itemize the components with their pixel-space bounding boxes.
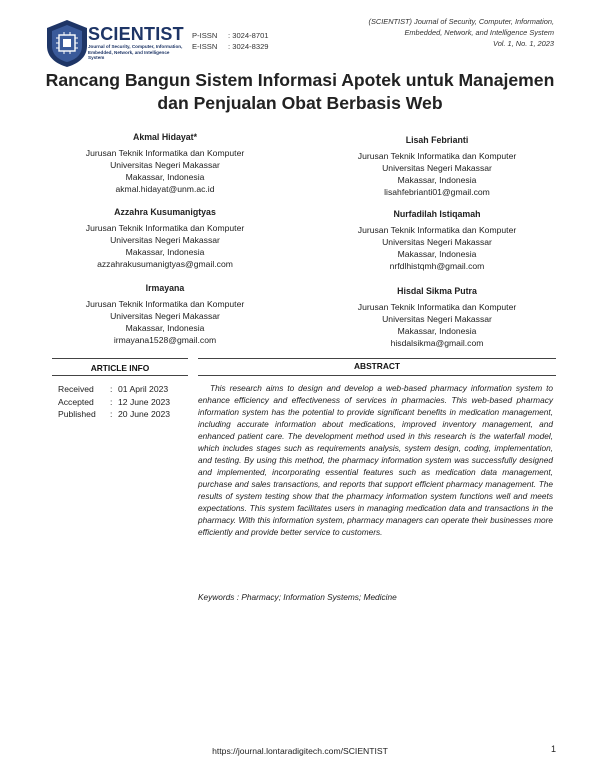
author-dept: Jurusan Teknik Informatika dan Komputer [85, 299, 245, 309]
published-value: 20 June 2023 [118, 409, 171, 419]
abstract-heading: ABSTRACT [353, 361, 401, 371]
received-value: 01 April 2023 [118, 384, 169, 394]
eissn-value: : 3024-8329 [228, 41, 269, 51]
author-block [45, 131, 285, 195]
author-dept: Jurusan Teknik Informatika dan Komputer [357, 151, 517, 161]
author-name: Hisdal Sikma Putra [397, 286, 477, 296]
keywords: Keywords : Pharmacy; Information Systems; Medicine [198, 592, 397, 602]
article-dates [58, 383, 170, 421]
author-block [317, 134, 557, 198]
divider [52, 358, 188, 359]
author-city: Makassar, Indonesia [125, 323, 205, 333]
author-city: Makassar, Indonesia [397, 326, 477, 336]
article-info-heading: ARTICLE INFO [90, 363, 150, 373]
author-email[interactable]: hisdalsikma@gmail.com [390, 338, 484, 348]
pissn-value: : 3024-8701 [228, 31, 269, 40]
title-line-2: dan Penjualan Obat Berbasis Web [157, 93, 443, 113]
pissn-label: P-ISSN [192, 31, 218, 40]
author-block [317, 208, 557, 272]
journal-info [304, 16, 554, 50]
author-name: Azzahra Kusumanigtyas [114, 207, 216, 217]
author-block [317, 285, 557, 349]
journal-brand [88, 24, 184, 61]
brand-name: SCIENTIST [88, 24, 184, 44]
author-univ: Universitas Negeri Makassar [110, 235, 220, 245]
published-label: Published [58, 409, 96, 419]
author-name: Akmal Hidayat* [132, 132, 198, 142]
divider [52, 375, 188, 376]
author-univ: Universitas Negeri Makassar [382, 163, 492, 173]
author-email[interactable]: lisahfebrianti01@gmail.com [384, 187, 490, 197]
author-univ: Universitas Negeri Makassar [382, 237, 492, 247]
author-dept: Jurusan Teknik Informatika dan Komputer [357, 225, 517, 235]
author-city: Makassar, Indonesia [397, 175, 477, 185]
author-email[interactable]: nrfdlhistqmh@gmail.com [389, 261, 485, 271]
author-dept: Jurusan Teknik Informatika dan Komputer [85, 148, 245, 158]
author-name: Nurfadilah Istiqamah [393, 209, 481, 219]
received-label: Received [58, 384, 94, 394]
divider [198, 375, 556, 376]
author-name: Lisah Febrianti [405, 135, 469, 145]
date-separator: : [110, 396, 113, 407]
title-line-1: Rancang Bangun Sistem Informasi Apotek untuk Manajemen [45, 70, 555, 90]
author-univ: Universitas Negeri Makassar [382, 314, 492, 324]
journal-line-1: (SCIENTIST) Journal of Security, Computer, Information, [368, 17, 554, 26]
author-dept: Jurusan Teknik Informatika dan Komputer [357, 302, 517, 312]
author-name: Irmayana [145, 283, 185, 293]
author-block [45, 282, 285, 346]
page-number: 1 [550, 744, 556, 754]
date-separator: : [110, 384, 113, 394]
author-email[interactable]: irmayana1528@gmail.com [113, 335, 217, 345]
author-univ: Universitas Negeri Makassar [110, 160, 220, 170]
scientist-logo-icon [44, 18, 90, 68]
abstract-text: This research aims to design and develop a web-based pharmacy information system to enhance efficiency and effectiveness of services in pharmacies. This web-based pharmacy information system has the potential to provide significant benefits in medication management, including accurate information about medications, improved inventory management, and enhanced patient care. The development method used in this research is the waterfall model, which includes stages such as requirements analysis, system design, coding, implementation, and testing. By using this method, the pharmacy information system was successfully designed and implemented, incorporating essential features such as medication data management, purchase and sales transactions, and reports that support efficient pharmacy management. The results of system testing show that the pharmacy information system functions well and meets expectations. This system facilitates users in managing medication data and transactions in the pharmacy. With this information system, pharmacy managers can operate their businesses more efficiently and provide better service to customers. [198, 383, 553, 537]
accepted-label: Accepted [58, 396, 94, 407]
author-block [45, 206, 285, 270]
author-dept: Jurusan Teknik Informatika dan Komputer [85, 223, 245, 233]
date-separator: : [110, 409, 113, 419]
author-email[interactable]: azzahrakusumanigtyas@gmail.com [97, 259, 233, 269]
author-city: Makassar, Indonesia [397, 249, 477, 259]
author-city: Makassar, Indonesia [125, 247, 205, 257]
journal-line-2: Embedded, Network, and Intelligence System [404, 28, 554, 38]
footer-url[interactable]: https://journal.lontaradigitech.com/SCIENTIST [212, 746, 388, 756]
author-univ: Universitas Negeri Makassar [110, 311, 220, 321]
paper-title [30, 69, 570, 115]
accepted-value: 12 June 2023 [118, 396, 171, 407]
brand-subtitle: Journal of Security, Computer, Information, Embedded, Network, and Intelligence System [88, 44, 183, 61]
author-city: Makassar, Indonesia [125, 172, 205, 182]
eissn-label: E-ISSN [192, 41, 218, 51]
divider [198, 358, 556, 359]
journal-volume: Vol. 1, No. 1, 2023 [493, 39, 554, 49]
author-email[interactable]: akmal.hidayat@unm.ac.id [115, 184, 215, 194]
issn-block [192, 31, 269, 52]
